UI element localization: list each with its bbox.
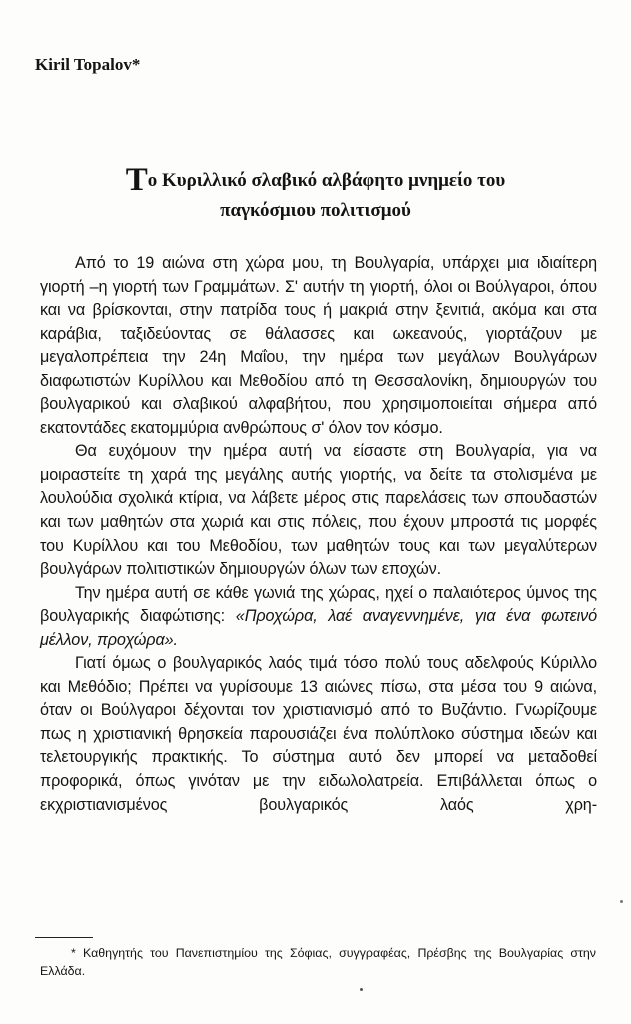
footnote-divider (35, 937, 93, 938)
title-dropcap: Τ (125, 162, 148, 198)
title-line-1-text: ο Κυριλλικό σλαβικό αλβάφητο μνημείο του (147, 170, 506, 191)
page-speck (360, 988, 363, 991)
paragraph-2: Θα ευχόμουν την ημέρα αυτή να είσαστε στη Βουλγαρία, για να μοιραστείτε τη χαρά της μεγάλης αυτής γιορτής, να δείτε τα στολισμένα με λουλούδια σχολικά κτίρια, να λάβετε μέρος στις παρελάσεις των σπουδαστών και των μαθητών στα χωριά και στις πόλεις, που έχουν μπροστά τις μορφές του Κυρίλλου και του Μεθοδίου, των μαθητών τους και των μεγαλύτερων βουλγάρων πολιτιστικών δημιουργών όλων των εποχών. (40, 442, 597, 579)
paragraph-3-text: Την ημέρα αυτή σε κάθε γωνιά της χώρας, ηχεί ο παλαιότερος ύμνος της βουλγαρικής διαφώτισης: (40, 583, 597, 626)
article-title-line-1 (20, 162, 611, 198)
author-name: Kiril Topalov* (35, 55, 141, 74)
footnote (40, 944, 596, 980)
anthem-quote: «Προχώρα, λαέ αναγεννημένε, για ένα φωτεινό μέλλον, προχώρα». (40, 607, 597, 649)
paragraph-3 (40, 582, 597, 653)
footnote-text: * Καθηγητής του Πανεπιστημίου της Σόφιας, συγγραφέας, Πρέσβης της Βουλγαρίας στην Ελλάδα. (40, 946, 596, 978)
article-title-line-2: παγκόσμιου πολιτισμού (220, 200, 411, 221)
article-body (40, 252, 597, 817)
paragraph-1: Από το 19 αιώνα στη χώρα μου, τη Βουλγαρία, υπάρχει μια ιδιαίτερη γιορτή –η γιορτή των Γραμμάτων. Σ' αυτήν τη γιορτή, όλοι οι Βούλγαροι, όπου και να βρίσκονται, στην πατρίδα τους ή μακριά στην ξενιτιά, ακόμα και στα καράβια, ταξιδεύοντας σε θάλασσες και ωκεανούς, γιορτάζουν με μεγαλοπρέπεια την 24η Μαΐου, την ημέρα των μεγάλων Βουλγάρων διαφωτιστών Κυρίλλου και Μεθοδίου από τη Θεσσαλονίκη, δημιουργών του βουλγαρικού και σλαβικού αλφαβήτου, που χρησιμοποιείται σήμερα από εκατοντάδες εκατομμύρια ανθρώπους σ' όλον τον κόσμο. (40, 254, 597, 437)
paragraph-4: Γιατί όμως ο βουλγαρικός λαός τιμά τόσο πολύ τους αδελφούς Κύριλλο και Μεθόδιο; Πρέπει να γυρίσουμε 13 αιώνες πίσω, στα μέσα του 9 αιώνα, όταν οι Βούλγαροι δέχονται τον χριστιανισμό από το Βυζάντιο. Γνωρίζουμε πως η χριστιανική θρησκεία παρουσιάζει ένα πολύπλοκο σύστημα ιδεών και τελετουργικής πρακτικής. Το σύστημα αυτό δεν μπορεί να μεταδοθεί προφορικά, όπως γινόταν με την ειδωλολατρεία. Επιβάλλεται όπως ο εκχριστιανισμένος βουλγαρικός λαός χρη- (40, 654, 597, 814)
edge-speck (620, 900, 623, 903)
